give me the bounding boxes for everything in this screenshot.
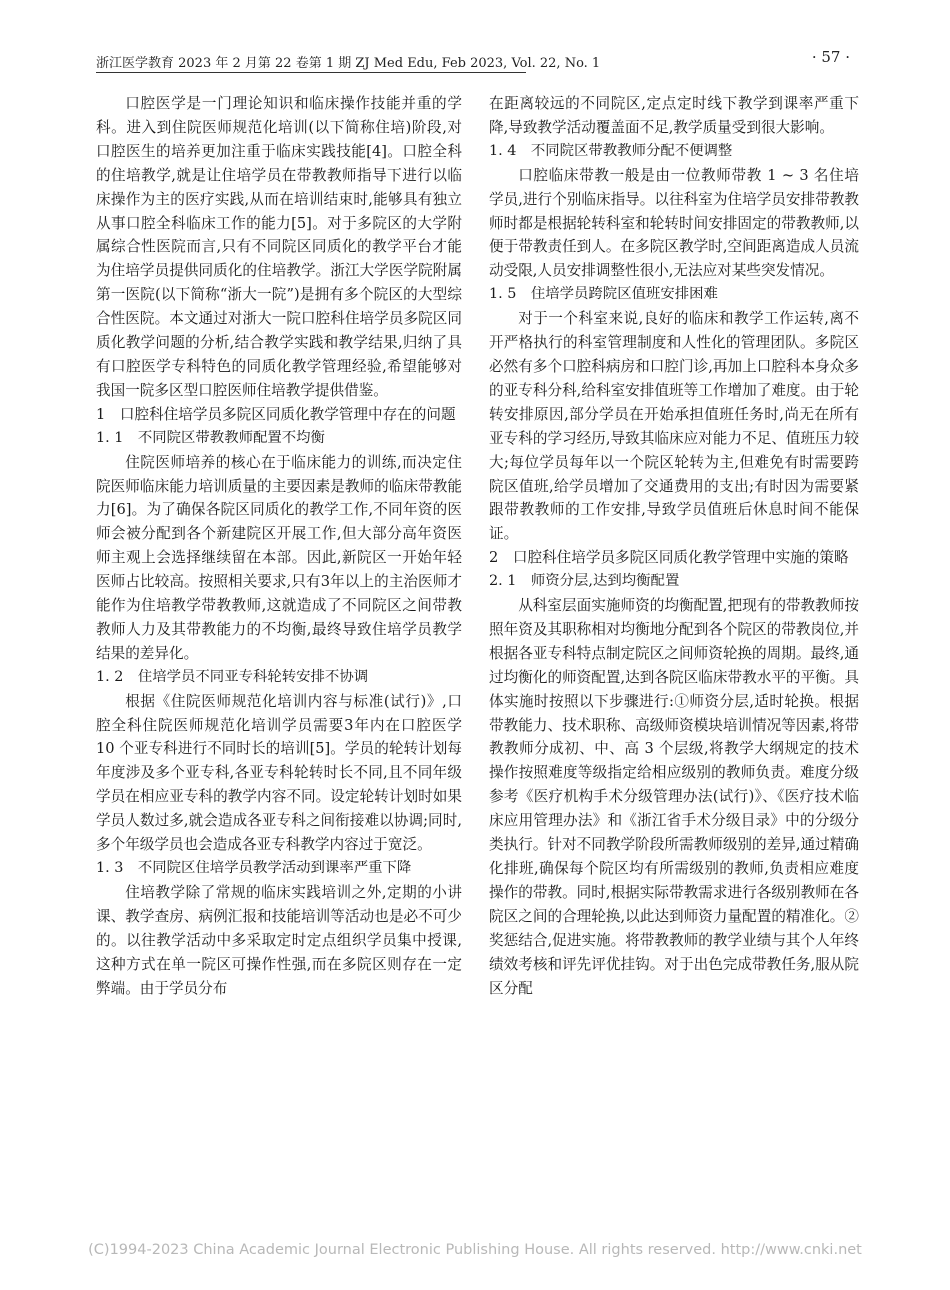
page-number: · 57 · <box>811 48 850 66</box>
subsection-1-5-title: 1. 5 住培学员跨院区值班安排困难 <box>489 286 718 303</box>
journal-info: 浙江医学教育 2023 年 2 月第 22 卷第 1 期 ZJ Med Edu, Feb 2023, Vol. 22, No. 1 <box>96 56 601 71</box>
subsection-2-1-title: 2. 1 师资分层,达到均衡配置 <box>489 573 680 590</box>
header-rule <box>96 72 526 73</box>
subsection-1-2-title: 1. 2 住培学员不同亚专科轮转安排不协调 <box>96 668 369 685</box>
copyright-footer: (C)1994-2023 China Academic Journal Electronic Publishing House. All rights reserved. http://www.cnki.net <box>88 1242 862 1258</box>
subsection-1-1-title: 1. 1 不同院区带教教师配置不均衡 <box>96 429 325 446</box>
subsection-2-1-body: 从科室层面实施师资的均衡配置,把现有的带教教师按照年资及其职称相对均衡地分配到各个院区的带教岗位,并根据各亚专科特点制定院区之间师资轮换的周期。最终,通过均衡化的师资配置,达到各院区临床带教水平的平衡。具体实施时按照以下步骤进行:①师资分层,适时轮换。根据带教能力、技术职称、高级师资模块培训情况等因素,将带教教师分成初、中、高 3 个层级,将教学大纲规定的技术操作按照难度等级指定给相应级别的教师负责。难度分级参考《医疗机构手术分级管理办法(试行)》、《医疗技术临床应用管理办法》和《浙江省手术分级目录》中的分级分类执行。针对不同教学阶段所需教师级别的差异,通过精确化排班,确保每个院区均有所需级别的教师,负责相应难度操作的带教。同时,根据实际带教需求进行各级别教师在各院区之间的合理轮换,以此达到师资力量配置的精准化。②奖惩结合,促进实施。将带教教师的教学业绩与其个人年终绩效考核和评先评优挂钩。对于出色完成带教任务,服从院区分配 <box>489 597 859 997</box>
subsection-1-5-body: 对于一个科室来说,良好的临床和教学工作运转,离不开严格执行的科室管理制度和人性化的管理团队。多院区必然有多个口腔科病房和口腔门诊,再加上口腔科本身众多的亚专科分科,给科室安排值班等工作增加了难度。由于轮转安排原因,部分学员在开始承担值班任务时,尚无在所有亚专科的学习经历,导致其临床应对能力不足、值班压力较大;每位学员每年以一个院区轮转为主,但难免有时需要跨院区值班,给学员增加了交通费用的支出;有时因为需要紧跟带教教师的工作安排,导致学员值班后休息时间不能保证。 <box>489 310 859 543</box>
left-column <box>96 92 462 1000</box>
section-2-title: 2 口腔科住培学员多院区同质化教学管理中实施的策略 <box>489 549 849 567</box>
subsection-1-3-title: 1. 3 不同院区住培学员教学活动到课率严重下降 <box>96 860 412 876</box>
subsection-1-3-body: 住培教学除了常规的临床实践培训之外,定期的小讲课、教学查房、病例汇报和技能培训等活动也是必不可少的。以往教学活动中多采取定时定点组织学员集中授课,这种方式在单一院区可操作性强,而在多院区则存在一定弊端。由于学员分布 <box>96 883 462 997</box>
intro-paragraph: 口腔医学是一门理论知识和临床操作技能并重的学科。进入到住院医师规范化培训(以下简称住培)阶段,对口腔医生的培养更加注重于临床实践技能[4]。口腔全科的住培教学,就是让住培学员在带教教师指导下进行以临床操作为主的医疗实践,从而在培训结束时,能够具有独立从事口腔全科临床工作的能力[5]。对于多院区的大学附属综合性医院而言,只有不同院区同质化的教学平台才能为住培学员提供同质化的住培教学。浙江大学医学院附属第一医院(以下简称“浙大一院”)是拥有多个院区的大型综合性医院。本文通过对浙大一院口腔科住培学员多院区同质化教学问题的分析,结合教学实践和教学结果,归纳了具有口腔医学专科特色的同质化教学管理经验,希望能够对我国一院多区型口腔医师住培教学提供借鉴。 <box>96 95 462 399</box>
section-1-title: 1 口腔科住培学员多院区同质化教学管理中存在的问题 <box>96 405 456 423</box>
subsection-1-2-body: 根据《住院医师规范化培训内容与标准(试行)》,口腔全科住院医师规范化培训学员需要3年内在口腔医学 10 个亚专科进行不同时长的培训[5]。学员的轮转计划每年度涉及多个亚专科,各亚专科轮转时长不同,且不同年级学员在相应亚专科的教学内容不同。设定轮转计划时如果学员人数过多,就会造成各亚专科之间衔接难以协调;同时,多个年级学员也会造成各亚专科教学内容过于宽泛。 <box>96 692 462 854</box>
subsection-1-4-body: 口腔临床带教一般是由一位教师带教 1 ~ 3 名住培学员,进行个别临床指导。以往科室为住培学员安排带教教师时都是根据轮转科室和轮转时间安排固定的带教教师,以便于带教责任到人。在多院区教学时,空间距离造成人员流动受限,人员安排调整性很小,无法应对某些突发情况。 <box>489 166 859 280</box>
subsection-1-3-continued: 在距离较远的不同院区,定点定时线下教学到课率严重下降,导致教学活动覆盖面不足,教学质量受到很大影响。 <box>489 95 859 136</box>
right-column <box>489 92 859 1000</box>
subsection-1-1-body: 住院医师培养的核心在于临床能力的训练,而决定住院医师临床能力培训质量的主要因素是教师的临床带教能力[6]。为了确保各院区同质化的教学工作,不同年资的医师会被分配到各个新建院区开展工作,但大部分高年资医师主观上会选择继续留在本部。因此,新院区一开始年轻医师占比较高。按照相关要求,只有3年以上的主治医师才能作为住培教学带教教师,这就造成了不同院区之间带教教师人力及其带教能力的不均衡,最终导致住培学员教学结果的差异化。 <box>96 453 462 662</box>
page-header <box>96 48 850 76</box>
subsection-1-4-title: 1. 4 不同院区带教教师分配不便调整 <box>489 142 733 159</box>
